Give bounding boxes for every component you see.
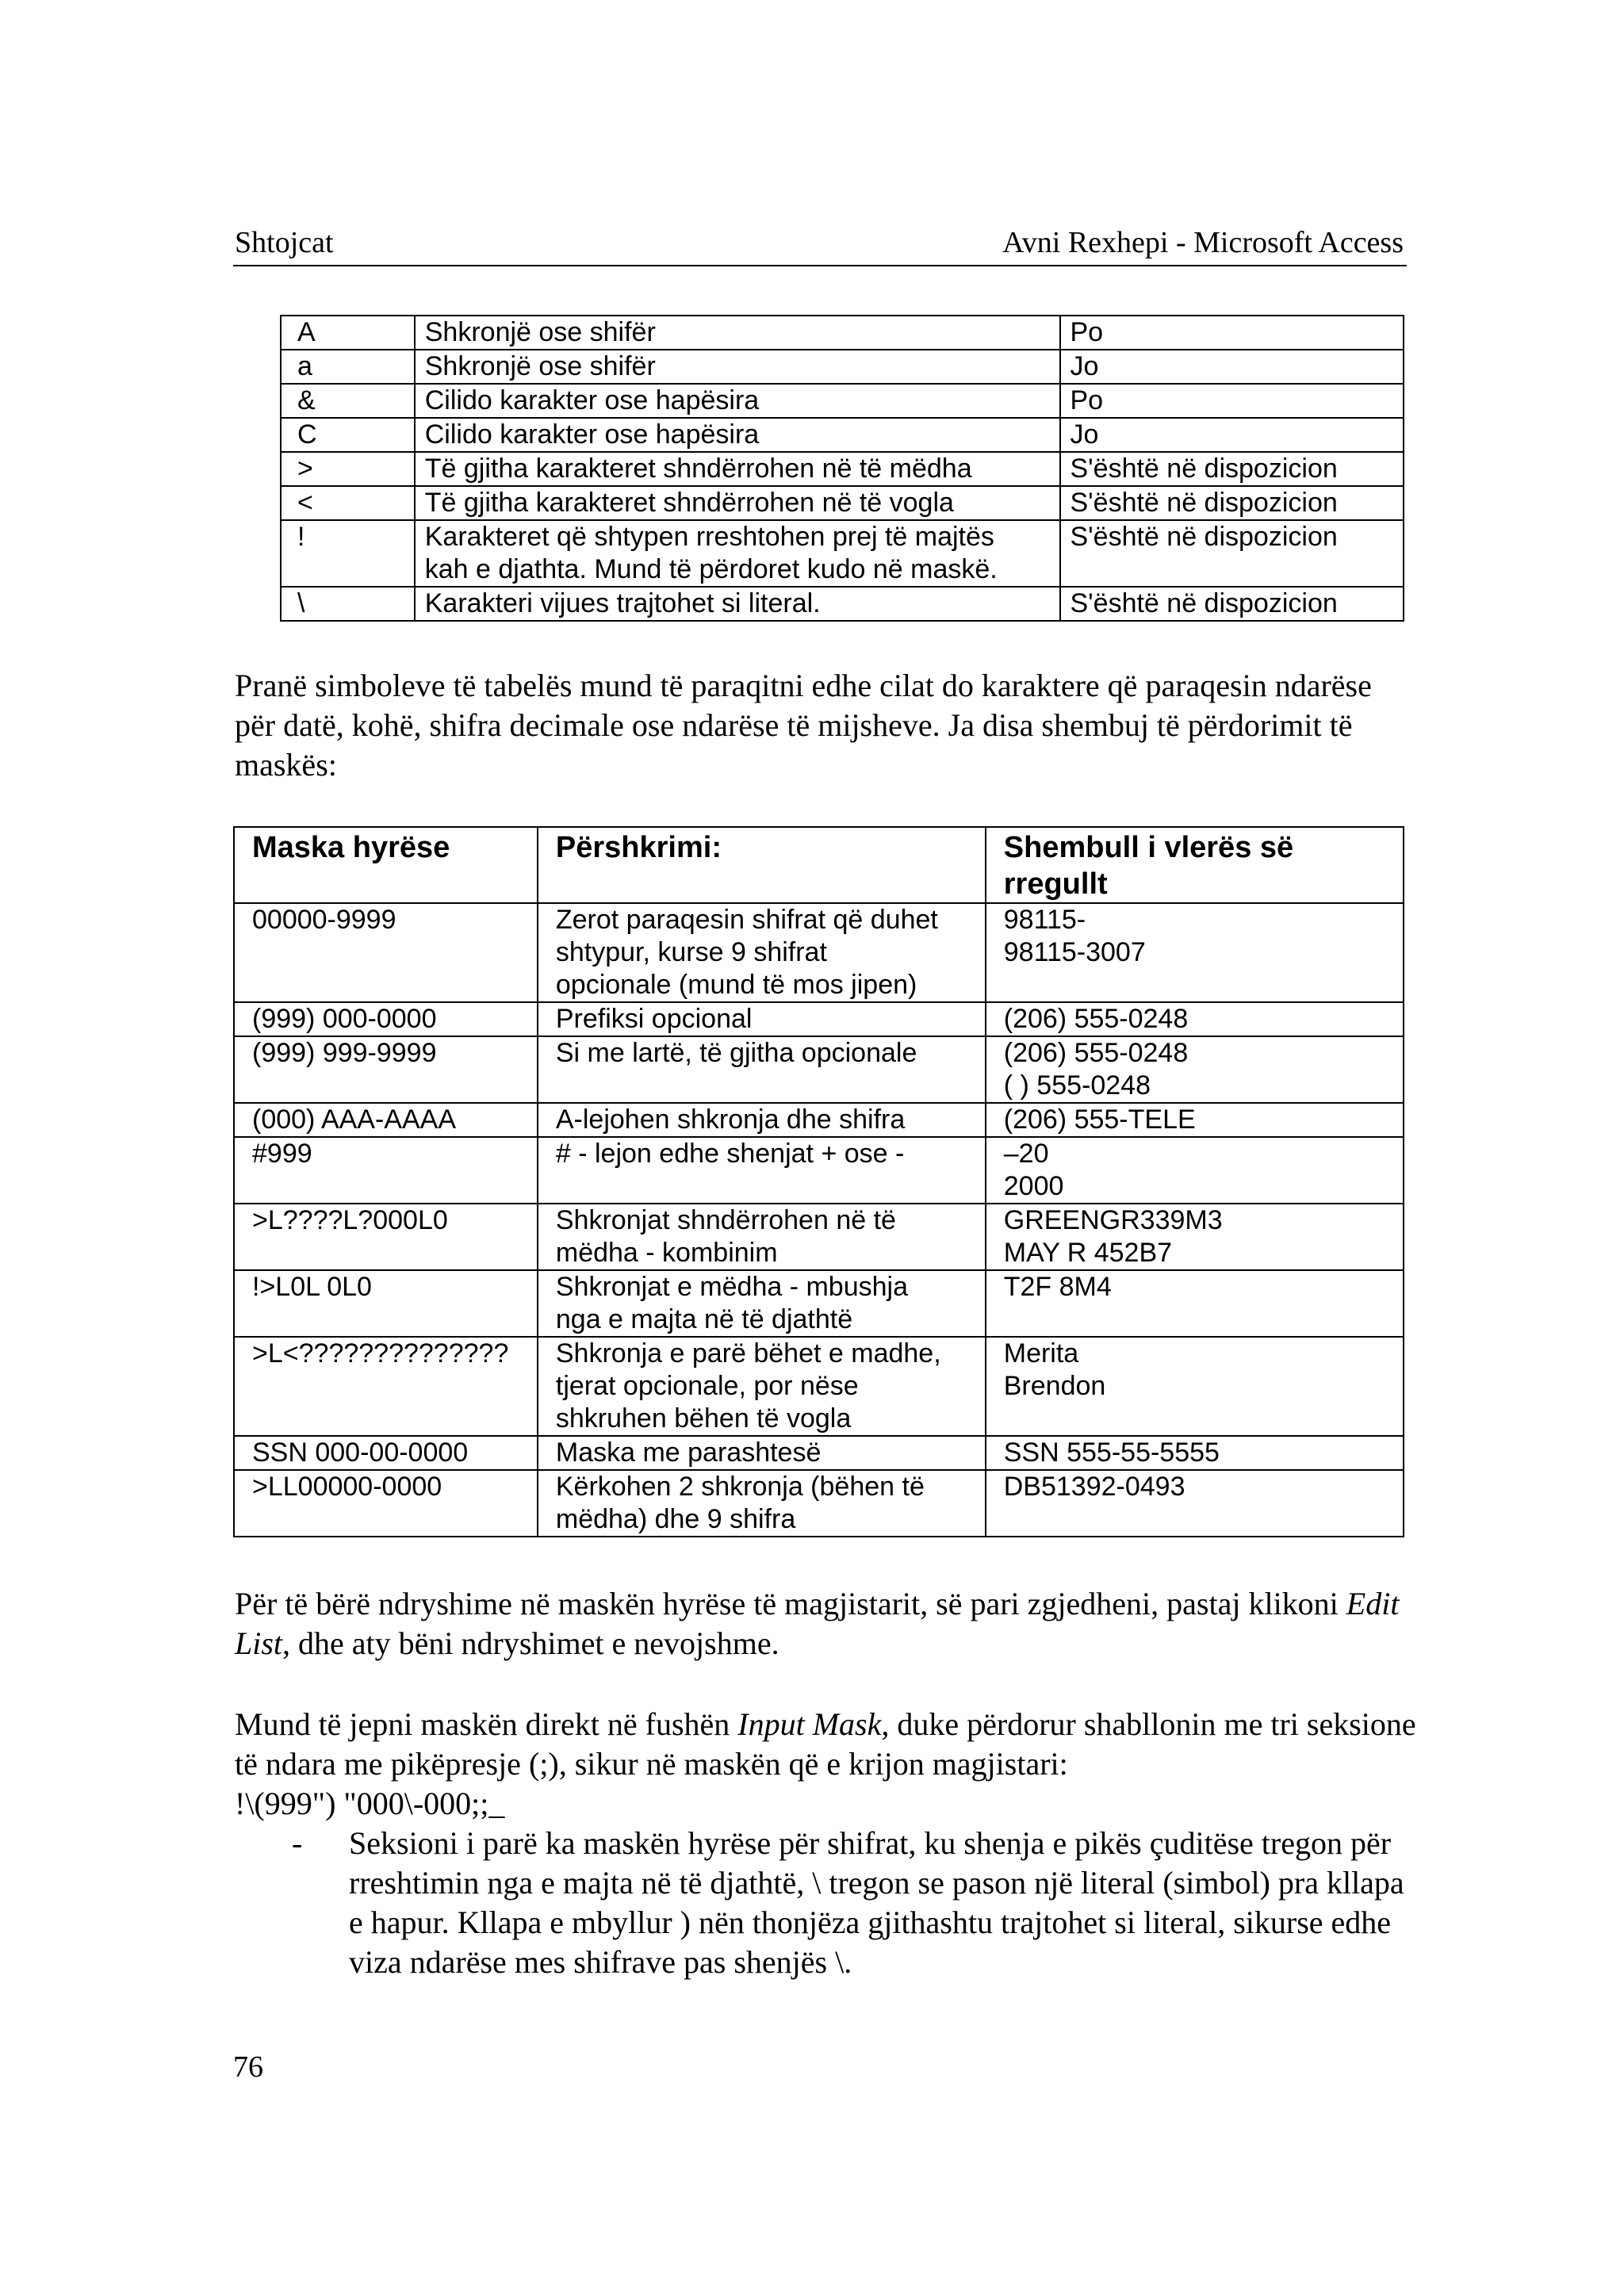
paragraph-text: Për të bërë ndryshime në maskën hyrëse të magjistarit, së pari zgjedheni, pastaj klikoni <box>235 1586 1346 1621</box>
mask-cell: >L<?????????????? <box>234 1337 538 1436</box>
symbol-cell: \ <box>281 587 415 621</box>
table-row <box>234 1103 1404 1137</box>
input-mask-paragraph <box>235 1705 1416 1784</box>
paragraph-text: Mund të jepni maskën direkt në fushën <box>235 1706 738 1742</box>
mask-cell: >L????L?000L0 <box>234 1204 538 1270</box>
symbol-cell: < <box>281 486 415 520</box>
symbol-cell: a <box>281 350 415 384</box>
table-row <box>234 1436 1404 1470</box>
example-cell: (206) 555-0248 <box>986 1002 1404 1036</box>
table-row <box>234 1337 1404 1436</box>
example-cell: Merita Brendon <box>986 1337 1404 1436</box>
required-cell: Po <box>1060 316 1404 350</box>
mask-cell: (000) AAA-AAAA <box>234 1103 538 1137</box>
example-cell: GREENGR339M3 MAY R 452B7 <box>986 1204 1404 1270</box>
table-row <box>281 350 1404 384</box>
description-cell: Të gjitha karakteret shndërrohen në të mëdha <box>415 452 1060 486</box>
description-cell: Prefiksi opcional <box>538 1002 986 1036</box>
emphasis-input-mask: Input Mask <box>737 1706 882 1742</box>
edit-list-paragraph <box>235 1584 1416 1663</box>
description-cell: Shkronjat shndërrohen në të mëdha - kombinim <box>538 1204 986 1270</box>
table-row <box>234 1470 1404 1537</box>
description-cell: Karakteri vijues trajtohet si literal. <box>415 587 1060 621</box>
emphasis-edit-list: Edit List <box>235 1586 1400 1661</box>
mask-examples-table <box>233 826 1404 1537</box>
header-book-title: Avni Rexhepi - Microsoft Access <box>1002 226 1404 259</box>
required-cell: S'është në dispozicion <box>1060 520 1404 587</box>
description-cell: Zerot paraqesin shifrat që duhet shtypur, kurse 9 shifrat opcionale (mund të mos jipen) <box>538 903 986 1002</box>
table-row <box>281 486 1404 520</box>
symbol-cell: ! <box>281 520 415 587</box>
table-row <box>234 1002 1404 1036</box>
required-cell: Po <box>1060 384 1404 418</box>
symbol-cell: & <box>281 384 415 418</box>
description-cell: Shkronja e parë bëhet e madhe, tjerat opcionale, por nëse shkruhen bëhen të vogla <box>538 1337 986 1436</box>
mask-cell: #999 <box>234 1137 538 1204</box>
table-row <box>281 384 1404 418</box>
example-cell: T2F 8M4 <box>986 1270 1404 1337</box>
paragraph-text: , duke përdorur shabllonin me tri seksione të ndara me pikëpresje (;), sikur në maskën që e krijon magjistari: <box>235 1706 1416 1782</box>
table-row <box>234 903 1404 1002</box>
description-cell: Si me lartë, të gjitha opcionale <box>538 1036 986 1103</box>
table-row <box>234 1270 1404 1337</box>
required-cell: Jo <box>1060 350 1404 384</box>
table-row <box>234 1137 1404 1204</box>
symbol-cell: > <box>281 452 415 486</box>
mask-cell: (999) 000-0000 <box>234 1002 538 1036</box>
description-cell: Maska me parashtesë <box>538 1436 986 1470</box>
description-cell: Shkronjë ose shifër <box>415 350 1060 384</box>
description-cell: Shkronjat e mëdha - mbushja nga e majta në të djathtë <box>538 1270 986 1337</box>
header-cell-example: Shembull i vlerës së rregullt <box>986 827 1404 903</box>
description-cell: Karakteret që shtypen rreshtohen prej të majtës kah e djathta. Mund të përdoret kudo në maskë. <box>415 520 1060 587</box>
table-row <box>281 418 1404 452</box>
example-cell: –20 2000 <box>986 1137 1404 1204</box>
example-cell: 98115- 98115-3007 <box>986 903 1404 1002</box>
required-cell: S'është në dispozicion <box>1060 452 1404 486</box>
table-row <box>281 520 1404 587</box>
mask-cell: !>L0L 0L0 <box>234 1270 538 1337</box>
description-cell: # - lejon edhe shenjat + ose - <box>538 1137 986 1204</box>
symbol-cell: C <box>281 418 415 452</box>
table-row <box>281 587 1404 621</box>
mask-cell: (999) 999-9999 <box>234 1036 538 1103</box>
required-cell: Jo <box>1060 418 1404 452</box>
bullet-text: Seksioni i parë ka maskën hyrëse për shifrat, ku shenja e pikës çuditëse tregon për rreshtimin nga e majta në të djathtë, \ tregon se pason një literal (simbol) pra kllapa e hapur. Kllapa e mbyllur ) nën thonjëza gjithashtu trajtohet si literal, sikurse edhe viza ndarëse mes shifrave pas shenjës \. <box>349 1825 1404 1980</box>
header-cell-mask: Maska hyrëse <box>234 827 538 903</box>
mask-symbols-table-body <box>281 316 1404 621</box>
description-cell: Cilido karakter ose hapësira <box>415 384 1060 418</box>
mask-symbols-table <box>280 315 1404 622</box>
table-row <box>234 1204 1404 1270</box>
required-cell: S'është në dispozicion <box>1060 486 1404 520</box>
example-cell: DB51392-0493 <box>986 1470 1404 1537</box>
required-cell: S'është në dispozicion <box>1060 587 1404 621</box>
header-cell-description: Përshkrimi: <box>538 827 986 903</box>
page-header <box>233 220 1407 266</box>
page-number: 76 <box>233 2050 263 2084</box>
mask-cell: SSN 000-00-0000 <box>234 1436 538 1470</box>
description-cell: Shkronjë ose shifër <box>415 316 1060 350</box>
paragraph-text: , dhe aty bëni ndryshimet e nevojshme. <box>282 1625 779 1661</box>
symbol-cell: A <box>281 316 415 350</box>
mask-cell: >LL00000-0000 <box>234 1470 538 1537</box>
description-cell: Cilido karakter ose hapësira <box>415 418 1060 452</box>
mask-examples-table-body <box>234 903 1404 1537</box>
description-cell: Kërkohen 2 shkronja (bëhen të mëdha) dhe 9 shifra <box>538 1470 986 1537</box>
table-header-row <box>234 827 1404 903</box>
table-row <box>281 316 1404 350</box>
description-cell: Të gjitha karakteret shndërrohen në të vogla <box>415 486 1060 520</box>
example-cell: SSN 555-55-5555 <box>986 1436 1404 1470</box>
table-row <box>234 1036 1404 1103</box>
intro-paragraph: Pranë simboleve të tabelës mund të paraqitni edhe cilat do karaktere që paraqesin ndarëse për datë, kohë, shifra decimale ose ndarëse të mijsheve. Ja disa shembuj të përdorimit të maskës: <box>235 668 1372 783</box>
header-section-title: Shtojcat <box>235 226 334 259</box>
bullet-marker: - <box>292 1825 303 1861</box>
mask-example-line: !\(999") "000\-000;;_ <box>235 1786 505 1821</box>
example-cell: (206) 555-TELE <box>986 1103 1404 1137</box>
description-cell: A-lejohen shkronja dhe shifra <box>538 1103 986 1137</box>
mask-cell: 00000-9999 <box>234 903 538 1002</box>
table-row <box>281 452 1404 486</box>
example-cell: (206) 555-0248 ( ) 555-0248 <box>986 1036 1404 1103</box>
